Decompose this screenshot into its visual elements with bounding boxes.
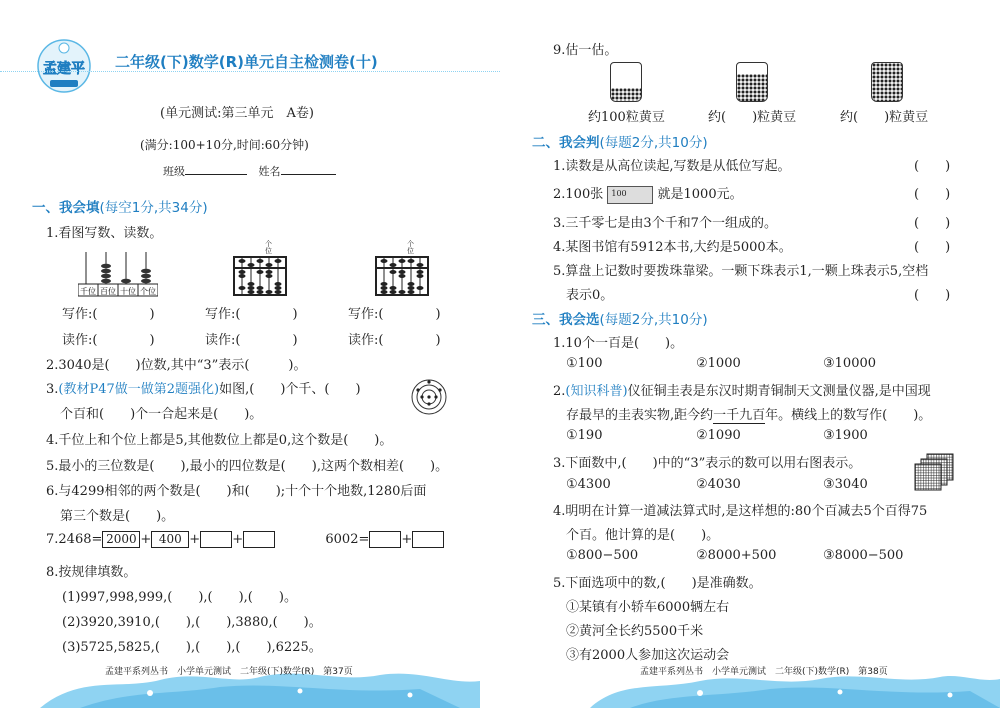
- footer-text: 孟建平系列丛书 小学单元测试 二年级(下)数学(R) 第37页: [105, 667, 353, 677]
- q7-blank-1[interactable]: [200, 531, 232, 548]
- q8-row-2: (2)3920,3910,( ),( ),3880,( )。: [62, 615, 322, 630]
- page-title: 二年级(下)数学(R)单元自主检测卷(十): [115, 53, 378, 71]
- footer-wave: [0, 655, 500, 708]
- title-divider: [0, 71, 500, 72]
- choice-2-opt-3[interactable]: ③1900: [823, 428, 868, 443]
- judge-3-paren[interactable]: ( ): [914, 216, 951, 231]
- q1-write-3: 写作:( ): [348, 307, 441, 322]
- q6-line-a: 6.与4299相邻的两个数是( )和( );十个十个地数,1280后面: [46, 484, 427, 499]
- judge-5-paren[interactable]: ( ): [914, 288, 951, 303]
- judge-1: 1.读数是从高位读起,写数是从低位写起。: [553, 159, 791, 174]
- choice-3-opt-1[interactable]: ①4300: [566, 477, 611, 492]
- q1-write-1: 写作:( ): [62, 307, 155, 322]
- judge-5-line-a: 5.算盘上记数时要拨珠靠梁。一颗下珠表示1,一颗上珠表示5,空档: [553, 264, 929, 279]
- footer-text-right: 孟建平系列丛书 小学单元测试 二年级(下)数学(R) 第38页: [640, 667, 888, 677]
- abacus-3: 个位: [374, 243, 430, 298]
- q9-text: 9.估一估。: [553, 43, 618, 58]
- jar-1: [610, 62, 642, 102]
- judge-4-paren[interactable]: ( ): [914, 240, 951, 255]
- choice-1-opt-2[interactable]: ②1000: [696, 356, 741, 371]
- svg-text:十位: 十位: [120, 287, 136, 296]
- svg-text:个位: 个位: [140, 287, 156, 296]
- jar-2: [736, 62, 768, 102]
- hundred-blocks-figure: [913, 452, 957, 492]
- jar-3-beans: [872, 63, 902, 101]
- q1-read-2: 读作:( ): [205, 333, 298, 348]
- section1-title: 一、我会填(每空1分,共34分): [32, 200, 208, 216]
- section2-title: 二、我会判(每题2分,共10分): [532, 135, 708, 151]
- q8-row-3: (3)5725,5825,( ),( ),( ),6225。: [62, 640, 322, 655]
- choice-4-opt-3[interactable]: ③8000−500: [823, 548, 904, 563]
- score-line: (满分:100+10分,时间:60分钟): [140, 138, 309, 152]
- choice-1-opt-1[interactable]: ①100: [566, 356, 603, 371]
- choice-3: 3.下面数中,( )中的“3”表示的数可以用右图表示。: [553, 456, 862, 471]
- choice-2-line-a: 2.(知识科普)仪征铜圭表是东汉时期青铜制天文测量仪器,是中国现: [553, 384, 931, 399]
- right-page: [500, 0, 1000, 708]
- judge-5-line-b: 表示0。: [566, 288, 614, 303]
- choice-3-opt-3[interactable]: ③3040: [823, 477, 868, 492]
- q7-blank-3[interactable]: [369, 531, 401, 548]
- choice-2-opt-2[interactable]: ②1090: [696, 428, 741, 443]
- q9-label-1: 约100粒黄豆: [588, 110, 665, 125]
- q8-row-1: (1)997,998,999,( ),( ),( )。: [62, 590, 297, 605]
- q2-text: 2.3040是( )位数,其中“3”表示( )。: [46, 358, 307, 373]
- svg-text:孟建平: 孟建平: [43, 61, 85, 77]
- q1-read-1: 读作:( ): [62, 333, 155, 348]
- q4-text: 4.千位上和个位上都是5,其他数位上都是0,这个数是( )。: [46, 433, 393, 448]
- choice-2-line-b: 存最早的圭表实物,距今约一千九百年。横线上的数写作( )。: [566, 408, 932, 423]
- q6-line-b: 第三个数是( )。: [60, 509, 175, 524]
- q7-blank-2[interactable]: [243, 531, 275, 548]
- q7-blank-4[interactable]: [412, 531, 444, 548]
- abacus-2: 个位: [232, 243, 288, 298]
- q5-text: 5.最小的三位数是( ),最小的四位数是( ),这两个数相差( )。: [46, 459, 449, 474]
- choice-4-opt-2[interactable]: ②8000+500: [696, 548, 777, 563]
- test-subtitle: (单元测试:第三单元 A卷): [160, 106, 314, 121]
- choice-5-opt-2[interactable]: ②黄河全长约5500千米: [566, 624, 704, 639]
- choice-5: 5.下面选项中的数,( )是准确数。: [553, 576, 762, 591]
- q8-text: 8.按规律填数。: [46, 565, 137, 580]
- section3-title: 三、我会选(每题2分,共10分): [532, 312, 708, 328]
- counter-disc-figure: [410, 378, 448, 416]
- choice-5-opt-1[interactable]: ①某镇有小轿车6000辆左右: [566, 600, 730, 615]
- judge-2-paren[interactable]: ( ): [914, 187, 951, 202]
- choice-4-line-b: 个百。他计算的是( )。: [566, 528, 720, 543]
- svg-text:千位: 千位: [80, 287, 96, 296]
- q9-label-3: 约( )粒黄豆: [840, 110, 929, 125]
- banknote-image: 100: [607, 186, 653, 204]
- jar-2-beans: [737, 74, 767, 101]
- choice-1-opt-3[interactable]: ③10000: [823, 356, 877, 371]
- svg-text:百位: 百位: [100, 287, 116, 296]
- choice-5-opt-3[interactable]: ③有2000人参加这次运动会: [566, 648, 730, 663]
- choice-4-line-a: 4.明明在计算一道减法算式时,是这样想的:80个百减去5个百得75: [553, 504, 928, 519]
- judge-1-paren[interactable]: ( ): [914, 159, 951, 174]
- choice-4-opt-1[interactable]: ①800−500: [566, 548, 639, 563]
- judge-3: 3.三千零七是由3个千和7个一组成的。: [553, 216, 777, 231]
- publisher-logo: [28, 38, 100, 94]
- choice-1: 1.10个一百是( )。: [553, 336, 684, 351]
- jar-1-beans: [611, 88, 641, 101]
- q7-expression: 7.2468= 2000 + 400 + + 6002= +: [46, 531, 444, 548]
- choice-3-opt-2[interactable]: ②4030: [696, 477, 741, 492]
- q3-line-a: 3.(教材P47做一做第2题强化)如图,( )个千、( ): [46, 382, 361, 397]
- judge-4: 4.某图书馆有5912本书,大约是5000本。: [553, 240, 792, 255]
- q1-text: 1.看图写数、读数。: [46, 226, 163, 241]
- counting-frame-1: [78, 250, 158, 298]
- judge-2: 2.100张 100 就是1000元。: [553, 187, 743, 202]
- q9-label-2: 约( )粒黄豆: [708, 110, 797, 125]
- class-field: 班级 姓名: [163, 163, 336, 179]
- footer-wave-right: [500, 655, 1000, 708]
- q3-line-b: 个百和( )个一合起来是( )。: [60, 407, 263, 422]
- q1-write-2: 写作:( ): [205, 307, 298, 322]
- choice-2-opt-1[interactable]: ①190: [566, 428, 603, 443]
- jar-3: [871, 62, 903, 102]
- q1-read-3: 读作:( ): [348, 333, 441, 348]
